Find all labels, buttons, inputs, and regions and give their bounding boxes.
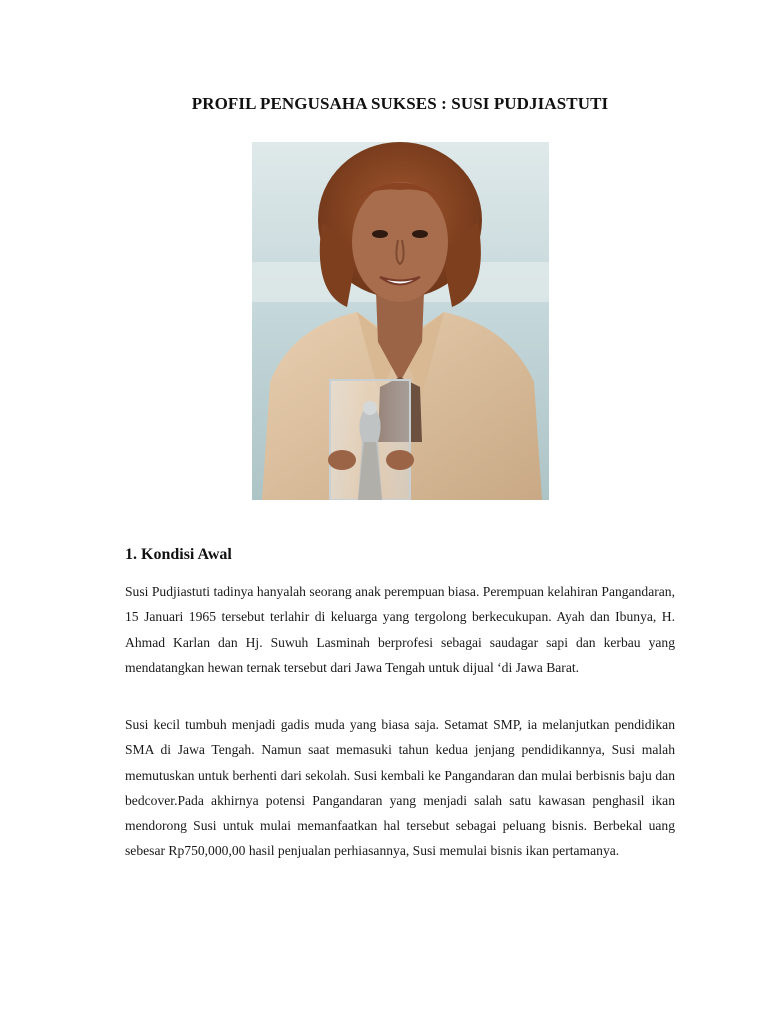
paragraph-2: Susi kecil tumbuh menjadi gadis muda yang biasa saja. Setamat SMP, ia melanjutkan pendidikan SMA di Jawa Tengah. Namun saat memasuki tahun kedua jenjang pendidikannya, Susi malah memutuskan untuk berhenti dari sekolah. Susi kembali ke Pangandaran dan mulai berbisnis baju dan bedcover.Pada akhirnya potensi Pangandaran yang menjadi salah satu kawasan penghasil ikan mendorong Susi untuk mulai memanfaatkan hal tersebut sebagai peluang bisnis. Berbekal uang sebesar Rp750,000,00 hasil penjualan perhiasannya, Susi memulai bisnis ikan pertamanya. — [125, 717, 675, 859]
portrait-photo — [252, 142, 549, 500]
page-title: PROFIL PENGUSAHA SUKSES : SUSI PUDJIASTUTI — [191, 94, 609, 113]
paragraph-1: Susi Pudjiastuti tadinya hanyalah seorang anak perempuan biasa. Perempuan kelahiran Pangandaran, 15 Januari 1965 tersebut terlahir di keluarga yang tergolong berkecukupan. Ayah dan Ibunya, H. Ahmad Karlan dan Hj. Suwuh Lasminah berprofesi sebagai saudagar sapi dan kerbau yang mendatangkan hewan ternak tersebut dari Jawa Tengah untuk dijual ‘di Jawa Barat. — [125, 584, 675, 675]
section-heading: 1. Kondisi Awal — [125, 546, 232, 563]
